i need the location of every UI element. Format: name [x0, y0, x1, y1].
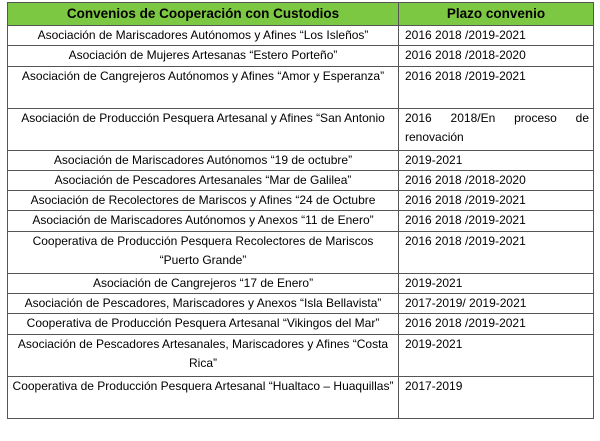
agreement-term: 2019-2021: [399, 334, 594, 376]
agreement-term: 2017-2019/ 2019-2021: [399, 294, 594, 314]
agreement-term: 2016 2018 /2019-2021: [399, 211, 594, 231]
agreement-term-line2: renovación: [405, 129, 464, 144]
table-row: [8, 26, 594, 46]
custodian-agreements-table-container: [7, 2, 594, 419]
agreement-term: 2019-2021: [399, 150, 594, 170]
table-row: [8, 170, 594, 190]
custodian-name: Cooperativa de Producción Pesquera Artesanal “Hualtaco – Huaquillas”: [8, 376, 399, 418]
agreement-term: 2016 2018 /2018-2020: [399, 46, 594, 66]
agreement-term: 2017-2019: [399, 376, 594, 418]
agreement-term: [399, 108, 594, 150]
agreement-term: 2016 2018 /2018-2020: [399, 170, 594, 190]
table-row: [8, 108, 594, 150]
agreement-term: 2016 2018 /2019-2021: [399, 314, 594, 334]
custodian-name: Cooperativa de Producción Pesquera Artesanal “Vikingos del Mar”: [8, 314, 399, 334]
column-header-agreements: Convenios de Cooperación con Custodios: [8, 3, 399, 26]
custodian-name: Asociación de Mujeres Artesanas “Estero Porteño”: [8, 46, 399, 66]
table-row: [8, 66, 594, 108]
agreement-term: 2016 2018 /2019-2021: [399, 26, 594, 46]
table-row: [8, 376, 594, 418]
table-row: [8, 231, 594, 273]
custodian-name: Asociación de Mariscadores Autónomos y Afines “Los Isleños”: [8, 26, 399, 46]
custodian-name: Asociación de Recolectores de Mariscos y Afines “24 de Octubre: [8, 191, 399, 211]
table-row: [8, 294, 594, 314]
table-row: [8, 273, 594, 293]
custodian-name: Asociación de Cangrejeros Autónomos y Afines “Amor y Esperanza”: [8, 66, 399, 108]
table-row: [8, 46, 594, 66]
custodian-name: Asociación de Mariscadores Autónomos “19 de octubre”: [8, 150, 399, 170]
custodian-name: Asociación de Pescadores, Mariscadores y Anexos “Isla Bellavista”: [8, 294, 399, 314]
custodian-name: Asociación de Cangrejeros “17 de Enero”: [8, 273, 399, 293]
agreement-term: 2016 2018 /2019-2021: [399, 66, 594, 108]
custodian-name: Asociación de Mariscadores Autónomos y Anexos “11 de Enero”: [8, 211, 399, 231]
table-row: [8, 191, 594, 211]
table-header-row: [8, 3, 594, 26]
table-row: [8, 334, 594, 376]
custodian-name: Asociación de Producción Pesquera Artesanal y Afines “San Antonio: [8, 108, 399, 150]
table-row: [8, 211, 594, 231]
table-row: [8, 314, 594, 334]
agreement-term-line1: 2016 2018/En proceso de: [405, 110, 589, 125]
column-header-term: Plazo convenio: [399, 3, 594, 26]
agreement-term: 2019-2021: [399, 273, 594, 293]
table-row: [8, 150, 594, 170]
custodian-name: Cooperativa de Producción Pesquera Recolectores de Mariscos “Puerto Grande”: [8, 231, 399, 273]
agreement-term: 2016 2018 /2019-2021: [399, 231, 594, 273]
custodian-name: Asociación de Pescadores Artesanales “Mar de Galilea”: [8, 170, 399, 190]
agreement-term: 2016 2018 /2019-2021: [399, 191, 594, 211]
custodian-agreements-table: [7, 2, 594, 419]
custodian-name: Asociación de Pescadores Artesanales, Mariscadores y Afines “Costa Rica”: [8, 334, 399, 376]
